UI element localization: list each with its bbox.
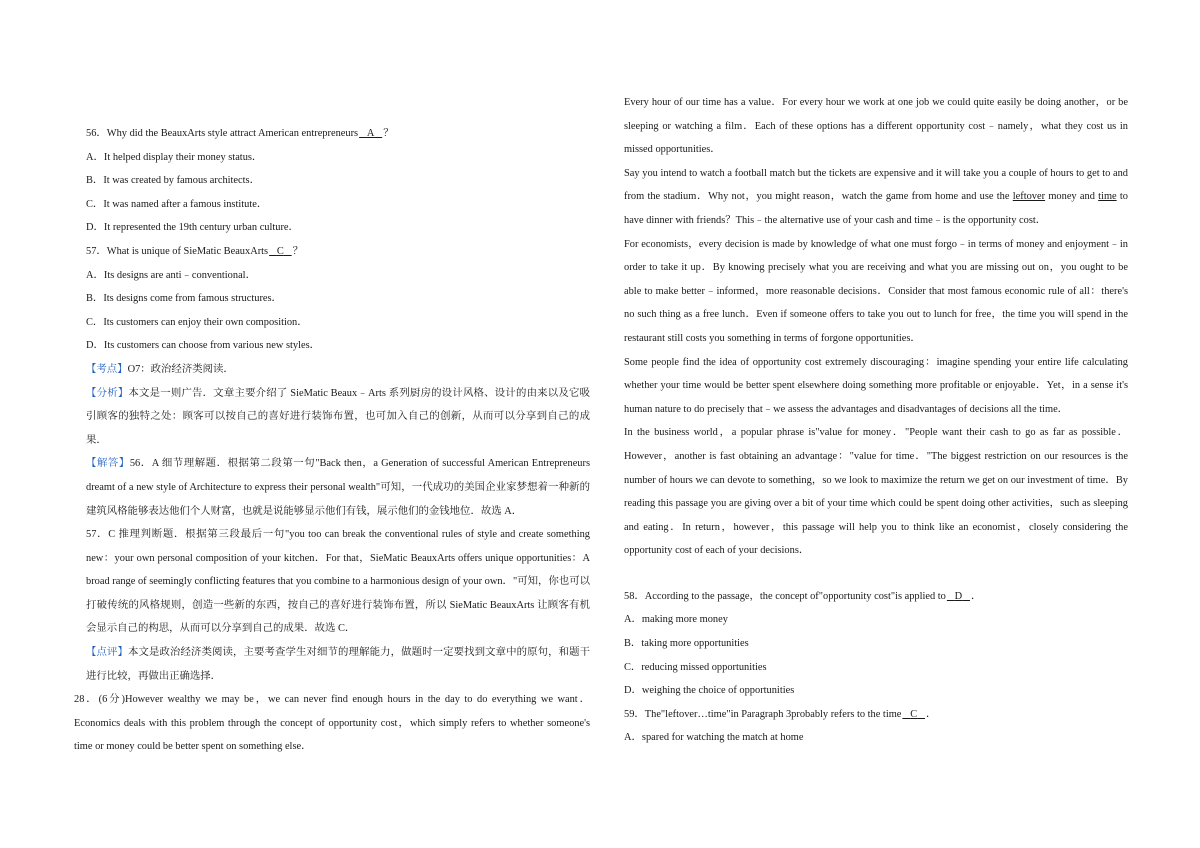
option-56-c: C．It was named after a famous institute．: [86, 198, 268, 210]
passage-paragraph-3: For economists，every decision is made by knowledge of what one must forgo﹣in terms of money and enjoyment﹣in order to take it up．By knowing precisely what you are receiving and what you are missing out on，you ought to be able to make better﹣informed，more reasonable decisions．Consider that most famous economic rule of all：there's no such thing as a free lunch．Even if someone offers to take you out to lunch for free，the time you will spend in the restaurant still costs you something in terms of forgone opportunities．: [624, 238, 1128, 344]
option-58-b: B．taking more opportunities: [624, 638, 749, 650]
kaodian-text: O7：政治经济类阅读．: [127, 363, 234, 375]
option-56-a: A．It helped display their money status．: [86, 151, 263, 163]
question-28-intro: 28．(6分)However wealthy we may be，we can never find enough hours in the day to do everything we want．Economics deals with this problem through the concept of opportunity cost，which simply refers to whether someone's time or money could be better spent on something else．: [74, 694, 590, 753]
option-56-d: D．It represented the 19th century urban culture．: [86, 222, 299, 234]
fenxi-tag: 【分析】: [86, 387, 129, 399]
passage-paragraph-5: In the business world，a popular phrase is"value for money．"People want their cash to go as far as possible．However，another is fast obtaining an advantage："value for time．"The biggest restriction on our resources is the number of hours we can devote to something，so we look to maximize the return we get on our investment of time．By reading this passage you are giving over a bit of your time which could be spent doing other activities，such as sleeping and eating．In return，however，this passage will help you to think like an economist，closely considering the opportunity cost of each of your decisions．: [624, 427, 1128, 557]
kaodian-tag: 【考点】: [86, 363, 128, 375]
answer-58: D: [954, 590, 963, 602]
answer-59: C: [910, 708, 918, 720]
option-58-d: D．weighing the choice of opportunities: [624, 685, 795, 697]
option-57-b: B．Its designs come from famous structures．: [86, 293, 282, 305]
dianping-section: [86, 641, 590, 688]
jieda-tag: 【解答】: [86, 458, 130, 470]
dianping-text: 本文是政治经济类阅读，主要考查学生对细节的理解能力，做题时一定要找到文章中的原句，和题干进行比较，再做出正确选择．: [86, 647, 591, 682]
jieda-section: [86, 452, 590, 523]
left-column: [74, 122, 591, 759]
right-column: [624, 91, 1128, 750]
question-57-stem: 57．What is unique of SieMatic BeauxArts: [86, 245, 269, 257]
question-56-stem: 56．Why did the BeauxArts style attract American entrepreneurs: [86, 128, 359, 139]
underlined-leftover: leftover: [1012, 191, 1046, 203]
answer-57: C: [276, 245, 284, 257]
option-57-c: C．Its customers can enjoy their own composition．: [86, 316, 308, 328]
question-59: 59．The"leftover…time"in Paragraph 3probably refers to the time C ．: [624, 708, 937, 720]
passage-paragraph-2: Say you intend to watch a football match but the tickets are expensive and it will take you a couple of hours to get to and from the stadium．Why not，you might reason，watch the game from home and use the leftover money and time to have dinner with friends？This﹣the alternative use of your cash and time﹣is the opportunity cost．: [624, 167, 1128, 226]
question-58: 58．According to the passage，the concept of"opportunity cost"is applied to D ．: [624, 590, 982, 602]
option-56-b: B．It was created by famous architects．: [86, 175, 260, 187]
answer-56: A: [366, 128, 375, 139]
option-58-c: C．reducing missed opportunities: [624, 661, 767, 673]
fenxi-section: [86, 382, 590, 453]
kaodian-section: [86, 358, 590, 382]
fenxi-text: 本文是一则广告．文章主要介绍了 SieMatic Beaux﹣Arts 系列厨房的设计风格、设计的由来以及它吸引顾客的独特之处：顾客可以按自己的喜好进行装饰布置，也可加入自己的创新，从而可以分享到自己的成果．: [86, 387, 590, 446]
spacer: [624, 563, 1128, 585]
underlined-time: time: [1098, 191, 1117, 203]
question-58-stem: 58．According to the passage，the concept of"opportunity cost"is applied to: [624, 590, 946, 602]
question-56: 56．Why did the BeauxArts style attract American entrepreneurs A ？: [86, 128, 394, 139]
passage-paragraph-1: Every hour of our time has a value．For every hour we work at one job we could quite easily be doing another，or be sleeping or watching a film．Each of these options has a different opportunity cost﹣namely，what they cost us in missed opportunities．: [624, 97, 1128, 156]
dianping-tag: 【点评】: [86, 647, 129, 659]
passage-paragraph-4: Some people find the idea of opportunity cost extremely discouraging：imagine spending your entire life calculating whether your time would be better spent elsewhere doing something more profitable or enjoyable．Yet，in a sense it's human nature to do precisely that﹣we assess the advantages and disadvantages of decisions all the time．: [624, 356, 1128, 415]
jieda-57-text: 57．C 推理判断题．根据第三段最后一句"you too can break the conventional rules of style and create something new：your own personal composition of your kitchen．For that，SieMatic BeauxArts offers unique opportunities：A broad range of seemingly conflicting features that you combine to a harmonious design of your own．"可知，你也可以打破传统的风格规则，创造一些新的东西，按自己的喜好进行装饰布置，所以 SieMatic BeauxArts 让顾客有机会显示自己的构思，从而可以分享到自己的成果．故选 C．: [86, 529, 590, 635]
question-59-stem: 59．The"leftover…time"in Paragraph 3probably refers to the time: [624, 708, 902, 720]
question-57: 57．What is unique of SieMatic BeauxArts C ？: [86, 245, 304, 257]
option-58-a: A．making more money: [624, 614, 728, 626]
option-57-d: D．Its customers can choose from various new styles．: [86, 340, 321, 352]
option-59-a: A．spared for watching the match at home: [624, 732, 804, 744]
option-57-a: A．Its designs are anti﹣conventional．: [86, 269, 256, 281]
jieda-text: 56．A 细节理解题．根据第二段第一句"Back then，a Generation of successful American Entrepreneurs dreamt of a new style of Architecture to express their personal wealth"可知，一代成功的美国企业家梦想着一种新的建筑风格能够表达他们个人财富，也就是说能够显示他们有钱，展示他们的金钱地位．故选 A．: [86, 458, 590, 517]
